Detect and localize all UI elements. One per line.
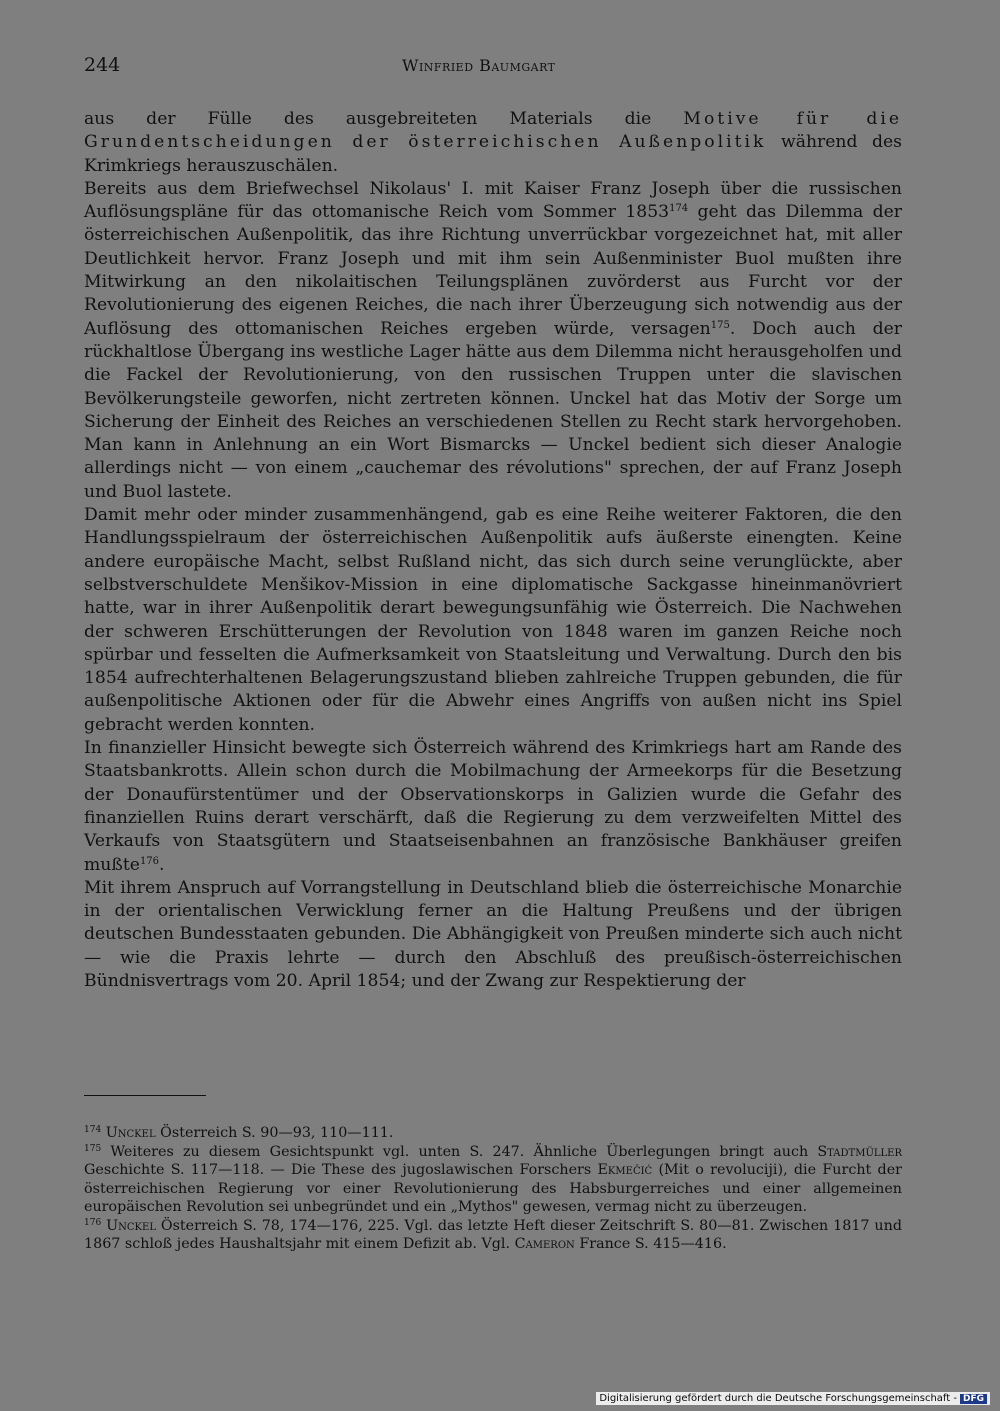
footnote-ref-176[interactable]: 176 — [139, 855, 160, 867]
credit-text: Digitalisierung gefördert durch die Deutsche Forschungsgemeinschaft - — [599, 1393, 957, 1404]
footnote-176: $^{176}$ Unckel Österreich S. 78, 174—176, 225. Vgl. das letzte Heft dieser Zeitschrift S. 80—81. Zwischen 1817 und 1867 schloß jedes Haushaltsjahr mit einem Defizit ab. Vgl. Cameron France S. 415—416. — [84, 1217, 903, 1252]
paragraph-3: Damit mehr oder minder zusammenhängend, gab es eine Reihe weiterer Faktoren, die den Handlungsspielraum der österreichischen Außenpolitik aufs äußerste einengten. Keine andere europäische Macht, selbst Rußland nicht, das sich durch seine verunglückte, aber selbstverschuldete Menšikov-Mission in eine diplomatische Sackgasse hineinmanövriert hatte, war in ihrer Außenpolitik derart bewegungsunfähig wie Österreich. Die Nachwehen der schweren Erschütterungen der Revolution von 1848 waren im ganzen Reiche noch spürbar und fesselten die Aufmerksamkeit von Staatsleitung und Verwaltung. Durch den bis 1854 aufrechterhaltenen Belagerungszustand blieben zahlreiche Truppen gebunden, die für außenpolitische Aktionen oder für die Abwehr eines Angriffs von außen nicht ins Spiel gebracht werden konnten. — [84, 505, 902, 735]
page-number: 244 — [84, 54, 121, 76]
footnote-number: 174 — [84, 1125, 102, 1135]
page-header — [84, 54, 906, 84]
author-name: Ekmečić — [597, 1162, 653, 1178]
author-name: Unckel — [106, 1217, 156, 1234]
footnote-175: $^{175}$ Weiteres zu diesem Gesichtspunkt vgl. unten S. 247. Ähnliche Überlegungen bringt auch Stadtmüller Geschichte S. 117—118. — Die These des jugoslawischen Forschers Ekmečić (Mit o revoluciji), die Furcht der österreichischen Regierung vor einer Revolutionierung des Habsburgerreiches und einer allgemeinen europäischen Revolution sei unbegründet und ein „Mythos" gewesen, vermag nicht zu überzeugen. — [84, 1143, 902, 1215]
footnote-174: $^{174}$ Unckel Österreich S. 90—93, 110—111. — [84, 1125, 394, 1141]
digitization-credit — [596, 1392, 990, 1405]
running-head: Winfried Baumgart — [402, 56, 556, 75]
author-name: Stadtmüller — [817, 1143, 902, 1160]
dfg-logo-icon: DFG — [960, 1394, 987, 1404]
paragraph-5: Mit ihrem Anspruch auf Vorrangstellung in Deutschland blieb die österreichische Monarchie in der orientalischen Verwicklung ferner an die Haltung Preußens und der übrigen deutschen Bundesstaaten gebunden. Die Abhängigkeit von Preußen minderte sich auch nicht — wie die Praxis lehrte — durch den Abschluß des preußisch-österreichischen Bündnisvertrags vom 20. April 1854; und der Zwang zur Respektierung der — [84, 877, 902, 991]
author-name: Cameron — [514, 1236, 575, 1252]
paragraph-2: Bereits aus dem Briefwechsel Nikolaus' I. mit Kaiser Franz Joseph über die russischen Auflösungspläne für das ottomanische Reich vom Sommer 1853$^{174}$ geht das Dilemma der österreichischen Außenpolitik, das ihre Richtung unverrückbar vorgezeichnet hat, mit aller Deutlichkeit hervor. Franz Joseph und mit ihm sein Außenminister Buol mußten ihre Mitwirkung an den nikolaitischen Teilungsplänen zuvörderst aus Furcht vor der Revolutionierung des eigenen Reiches, die nach ihrer Überzeugung sich notwendig aus der Auflösung des ottomanischen Reiches ergeben würde, versagen$^{175}$. Doch auch der rückhaltlose Übergang ins westliche Lager hätte aus dem Dilemma nicht herausgeholfen und die Fackel der Revolutionierung, von den russischen Truppen unter die slavischen Bevölkerungsteile geworfen, nicht zertreten können. Unckel hat das Motiv der Sorge um Sicherung der Einheit des Reiches an verschiedenen Stellen zu Recht stark hervorgehoben. Man kann in Anlehnung an ein Wort Bismarcks — Unckel bedient sich dieser Analogie allerdings nicht — von einem „cauchemar des révolutions" sprechen, der auf Franz Joseph und Buol lastete. — [84, 178, 902, 502]
body-text — [84, 108, 902, 993]
footnote-ref-175[interactable]: 175 — [710, 319, 730, 331]
footnote-rule — [84, 1095, 206, 1096]
emphasis-spaced: Motive für die Grundentscheidungen der österreichischen Außenpolitik — [84, 109, 902, 153]
paragraph-4: In finanzieller Hinsicht bewegte sich Österreich während des Krimkriegs hart am Rande des Staatsbankrotts. Allein schon durch die Mobilmachung der Armeekorps für die Besetzung der Donaufürstentümer und der Observationskorps in Galizien wurde die Gefahr des finanziellen Ruins derart verschärft, daß die Regierung zu dem verzweifelten Mittel des Verkaufs von Staatsgütern und Staatseisenbahnen an französische Bankhäuser greifen mußte$^{176}$. — [84, 738, 902, 875]
footnote-number: 175 — [84, 1143, 102, 1154]
footnote-ref-174[interactable]: 174 — [669, 203, 689, 215]
footnotes — [84, 1124, 902, 1254]
author-name: Unckel — [105, 1125, 156, 1141]
paragraph-1: aus der Fülle des ausgebreiteten Materials die Motive für die Grundentscheidungen der österreichischen Außenpolitik während des Krimkriegs herauszuschälen. — [84, 109, 902, 176]
footnote-number: 176 — [84, 1217, 102, 1228]
